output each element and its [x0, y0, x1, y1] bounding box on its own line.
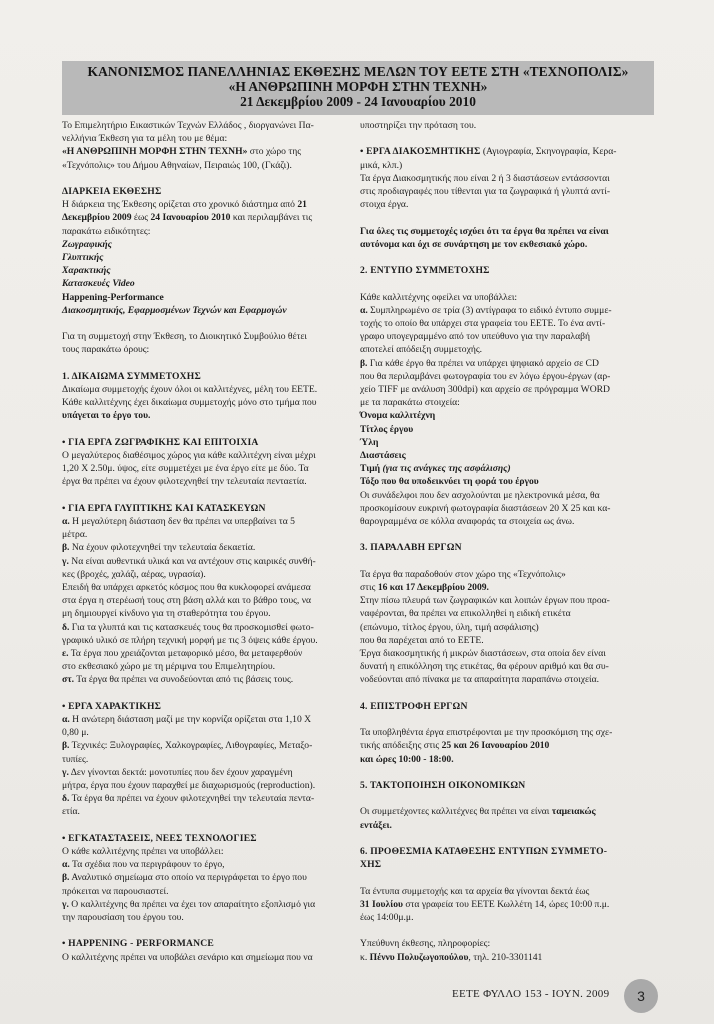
contact-line [360, 951, 652, 964]
section-6-text: στα γραφεία του ΕΕΤΕ Κωλλέτη 14, ώρες 10:00 π.μ. [402, 898, 610, 910]
duration-line [62, 198, 349, 211]
deadline-date: 31 Ιουλίου [360, 898, 403, 910]
section-5-emph: ταμειακώς [551, 806, 596, 818]
section-6-line: Τα έντυπα συμμετοχής και τα αρχεία θα γίνονται δεκτά έως [360, 885, 590, 897]
section-6-title: 6. ΠΡΟΘΕΣΜΙΑ ΚΑΤΑΘΕΣΗΣ ΕΝΤΥΠΩΝ ΣΥΜΜΕΤΟ- [360, 846, 608, 857]
painting-title: • ΓΙΑ ΕΡΓΑ ΖΩΓΡΑΦΙΚΗΣ ΚΑΙ ΕΠΙΤΟΙΧΙΑ [62, 436, 259, 448]
general-note: Για όλες τις συμμετοχές ισχύει ότι τα έργα θα πρέπει να είναι [360, 225, 609, 237]
duration-line [62, 211, 349, 224]
left-column [62, 119, 349, 964]
field-item [360, 462, 652, 475]
item-text: Συμπληρωμένο σε τρία (3) αντίγραφα το ειδικό έντυπο συμμε- [367, 304, 612, 316]
sculpture-line: στο εκθεσιακό χώρο με τη μέριμνα του Επιμελητηρίου. [62, 661, 275, 673]
page-number: 3 [624, 979, 658, 1013]
section-2-line: που θα περιλαμβάνει φωτογραφία του εν λόγω έργου-έργων (αρ- [360, 370, 611, 382]
item-marker: δ. [62, 793, 70, 805]
terms-line: Για τη συμμετοχή στην Έκθεση, το Διοικητικό Συμβούλιο θέτει [62, 331, 307, 343]
field-item: Ύλη [360, 436, 379, 448]
item-marker: β. [62, 740, 70, 752]
duration-date: 24 Ιανουαρίου 2010 [150, 212, 231, 224]
contact-phone: , τηλ. 210-3301141 [468, 951, 543, 963]
field-item: Όνομα καλλιτέχνη [360, 410, 436, 422]
decorative-title [360, 145, 652, 158]
section-2-title: 2. ΕΝΤΥΠΟ ΣΥΜΜΕΤΟΧΗΣ [360, 265, 490, 277]
installations-line: την παρουσίαση του έργου του. [62, 912, 184, 924]
section-3-title: 3. ΠΑΡΑΛΑΒΗ ΕΡΓΩΝ [360, 542, 462, 554]
item-marker: α. [62, 516, 70, 528]
item-marker: γ. [62, 555, 69, 567]
header-dates: 21 Δεκεμβρίου 2009 - 24 Ιανουαρίου 2010 [240, 94, 476, 109]
installations-line [62, 858, 349, 871]
exhibition-theme: «Η ΑΝΘΡΩΠΙΝΗ ΜΟΡΦΗ ΣΤΗΝ ΤΕΧΝΗ» [62, 146, 248, 158]
specialty-item: Διακοσμητικής, Εφαρμοσμένων Τεχνών και Εφαρμογών [62, 304, 287, 316]
decorative-line: στις προδιαγραφές που τίθενται για τα ζωγραφικά ή γλυπτά αντί- [360, 186, 611, 197]
section-2-line: προσκομίσουν ευκρινή φωτογραφία διαστάσεων 20 Χ 25 και κα- [360, 502, 611, 514]
engraving-line: 0,80 μ. [62, 727, 89, 739]
item-text: Η μεγαλύτερη διάσταση δεν θα πρέπει να υπερβαίνει τα 5 [69, 516, 295, 528]
specialty-item: Ζωγραφικής [62, 238, 112, 250]
item-marker: β. [62, 542, 70, 554]
item-marker: ε. [62, 648, 69, 660]
duration-date: 21 [297, 199, 307, 211]
intro-line [62, 145, 349, 158]
item-marker: α. [62, 859, 70, 871]
section-1-title: 1. ΔΙΚΑΙΩΜΑ ΣΥΜΜΕΤΟΧΗΣ [62, 370, 201, 382]
delivery-dates: 16 και 17 Δεκεμβρίου 2009. [377, 582, 489, 594]
section-4-line [360, 739, 652, 752]
duration-date: Δεκεμβρίου 2009 [62, 212, 132, 224]
engraving-line: μήτρα, έργα που έχουν παραχθεί με διαχωρισμούς (reproduction). [62, 780, 316, 792]
sculpture-line: μέτρα. [62, 529, 88, 541]
installations-line [62, 898, 349, 911]
section-4-line: Τα υποβληθέντα έργα επιστρέφονται με την προσκόμιση της σχε- [360, 727, 613, 739]
engraving-line [62, 766, 349, 779]
item-marker: β. [360, 357, 368, 369]
intro-line: «Τεχνόπολις» του Δήμου Αθηναίων, Πειραιώς 100, (Γκάζι). [62, 159, 292, 171]
item-text: Τα έργα θα πρέπει να συνοδεύονται από τις βάσεις τους. [74, 674, 294, 686]
section-2-line: Οι συνάδελφοι που δεν ασχολούνται με ηλεκτρονικά μέσα, θα [360, 489, 600, 501]
item-marker: α. [62, 714, 70, 726]
header-subtitle: «Η ΑΝΘΡΩΠΙΝΗ ΜΟΡΦΗ ΣΤΗΝ ΤΕΧΝΗ» [228, 79, 488, 94]
section-4-line: και ώρες 10:00 - 18:00. [360, 753, 454, 765]
contact-line: Υπεύθυνη έκθεσης, πληροφορίες: [360, 938, 491, 950]
terms-line: τους παρακάτω όρους: [62, 344, 150, 356]
field-item: Τόξο που θα υποδεικνύει τη φορά του έργου [360, 476, 539, 488]
installations-line: Ο κάθε καλλιτέχνης πρέπει να υποβάλλει: [62, 846, 224, 858]
specialty-item: Happening-Performance [62, 291, 164, 303]
right-column [360, 119, 652, 964]
section-2-line: γραφο υπογεγραμμένο από τον υπεύθυνο για την παραλαβή [360, 331, 591, 343]
section-2-line [360, 357, 652, 370]
painting-line: έργα θα πρέπει να έχουν φιλοτεχνηθεί την τελευταία πενταετία. [62, 476, 307, 488]
item-text: Τα έργα θα πρέπει να έχουν φιλοτεχνηθεί την τελευταία πεντα- [69, 793, 315, 805]
installations-line: πρόκειται να παρουσιαστεί. [62, 885, 169, 897]
section-2-line: αποτελεί απόδειξη συμμετοχής. [360, 344, 483, 356]
item-text: Η ανώτερη διάσταση μαζί με την κορνίζα ορίζεται στα 1,10 Χ [69, 714, 312, 726]
item-text: Για κάθε έργο θα πρέπει να υπάρχει ψηφιακό αρχείο σε CD [367, 357, 599, 369]
article-header [62, 61, 654, 115]
section-5-title: 5. ΤΑΚΤΟΠΟΙΗΣΗ ΟΙΚΟΝΟΜΙΚΩΝ [360, 780, 526, 792]
sculpture-line: μη δημιουργεί κίνδυνο για τη σταθερότητα του έργου. [62, 608, 271, 620]
intro-line: νελλήνια Έκθεση για τα μέλη του με θέμα: [62, 133, 228, 145]
decorative-line: Τα έργα Διακοσμητικής που είναι 2 ή 3 διαστάσεων εντάσσονται [360, 172, 610, 184]
sculpture-line [62, 621, 349, 634]
section-2-line: Κάθε καλλιτέχνης οφείλει να υποβάλλει: [360, 291, 518, 303]
section-3-text: στις [360, 582, 378, 594]
item-marker: γ. [62, 766, 69, 778]
item-text: Τεχνικές: Ξυλογραφίες, Χαλκογραφίες, Λιθογραφίες, Μεταξο- [69, 740, 313, 752]
section-6-title: ΧΗΣ [360, 859, 382, 871]
sculpture-line: Επειδή θα υπάρχει αρκετός κόσμος που θα κυκλοφορεί ανάμεσα [62, 582, 311, 594]
duration-text: Η διάρκεια της Έκθεσης ορίζεται στο χρονικό διάστημα από [62, 199, 298, 211]
painting-line: Ο μεγαλύτερος διαθέσιμος χώρος για κάθε καλλιτέχνη είναι μέχρι [62, 450, 316, 462]
field-label: Τιμή [360, 463, 381, 475]
sculpture-title: • ΓΙΑ ΕΡΓΑ ΓΛΥΠΤΙΚΗΣ ΚΑΙ ΚΑΤΑΣΚΕΥΩΝ [62, 502, 266, 514]
section-3-line: (επώνυμο, τίτλος έργου, ύλη, τιμή ασφάλισης) [360, 621, 539, 633]
item-marker: δ. [62, 621, 70, 633]
section-duration-title: ΔΙΑΡΚΕΙΑ ΕΚΘΕΣΗΣ [62, 186, 162, 197]
sculpture-line: γραφικό υλικό σε πλήρη τεχνική μορφή με τις 3 όψεις κάθε έργου. [62, 634, 318, 646]
intro-text: στο χώρο της [247, 146, 302, 158]
sculpture-line [62, 673, 349, 686]
section-3-line: Τα έργα θα παραδοθούν στον χώρο της «Τεχνόπολις» [360, 568, 566, 580]
field-item: Διαστάσεις [360, 450, 406, 462]
section-4-text: τικής απόδειξης στις [360, 740, 442, 752]
happening-line: Ο καλλιτέχνης πρέπει να υποβάλει σενάριο και σημείωμα που να [62, 951, 313, 963]
section-5-line: εντάξει. [360, 819, 392, 831]
happening-title: • HAPPENING - PERFORMANCE [62, 938, 214, 950]
sculpture-line [62, 647, 349, 660]
item-marker: γ. [62, 898, 69, 910]
specialty-item: Χαρακτικής [62, 265, 111, 277]
intro-line: Το Επιμελητήριο Εικαστικών Τεχνών Ελλάδος , διοργανώνει Πα- [62, 120, 314, 131]
general-note: αυτόνομα και όχι σε συνάρτηση με τον εκθεσιακό χώρο. [360, 238, 588, 250]
section-5-line [360, 805, 652, 818]
duration-text: και περιλαμβάνει τις [230, 212, 313, 224]
engraving-line [62, 792, 349, 805]
sculpture-line [62, 555, 349, 568]
section-2-line: με τα παρακάτω στοιχεία: [360, 397, 460, 409]
item-text: Να έχουν φιλοτεχνηθεί την τελευταία δεκαετία. [69, 542, 256, 554]
section-4-title: 4. ΕΠΙΣΤΡΟΦΗ ΕΡΓΩΝ [360, 700, 468, 712]
section-6-line: έως 14:00μ.μ. [360, 912, 414, 923]
sculpture-line: κες (βροχές, χαλάζι, αέρας, υγρασία). [62, 568, 206, 580]
section-1-line: Κάθε καλλιτέχνης έχει δικαίωμα συμμετοχής μόνο στο τμήμα που [62, 397, 317, 409]
engraving-line [62, 739, 349, 752]
section-1-line: υπάγεται το έργο του. [62, 410, 151, 422]
field-item: Τίτλος έργου [360, 423, 414, 435]
section-2-line: τοχής το οποίο θα υπάρχει στα γραφεία του ΕΕΤΕ. Το ένα αντί- [360, 317, 606, 329]
section-5-text: Οι συμμετέχοντες καλλιτέχνες θα πρέπει να είναι [360, 806, 552, 818]
section-3-line: δυνατή η επικόλληση της ετικέτας, θα φέρουν αριθμό και θα συ- [360, 661, 609, 673]
item-text: Ο καλλιτέχνης θα πρέπει να έχει τον απαραίτητο εξοπλισμό για [68, 898, 316, 910]
engraving-title: • ΕΡΓΑ ΧΑΡΑΚΤΙΚΗΣ [62, 700, 162, 712]
item-text: Τα σχέδια που να περιγράφουν το έργο, [69, 859, 225, 871]
installations-line [62, 871, 349, 884]
decorative-line: στοιχα έργα. [360, 199, 409, 211]
item-marker: στ. [62, 674, 75, 686]
field-note: (για τις ανάγκες της ασφάλισης) [380, 463, 511, 475]
item-text: Δεν γίνονται δεκτά: μονοτυπίες που δεν έχουν χαραγμένη [68, 766, 293, 778]
specialty-item: Κατασκευές Video [62, 278, 135, 290]
item-marker: α. [360, 304, 368, 316]
sculpture-line [62, 515, 349, 528]
section-2-line: θαρογραμμένα σε κόλλα αναφοράς τα στοιχεία ως άνω. [360, 516, 575, 528]
duration-line: παρακάτω ειδικότητες: [62, 225, 151, 237]
section-1-line: Δικαίωμα συμμετοχής έχουν όλοι οι καλλιτέχνες, μέλη του ΕΕΤΕ. [62, 384, 318, 396]
item-text: Τα έργα που χρειάζονται μεταφορικό μέσο, θα μεταφερθούν [68, 648, 303, 660]
duration-text: έως [131, 212, 151, 224]
item-marker: β. [62, 872, 70, 884]
sculpture-line [62, 541, 349, 554]
decorative-heading-rest: (Αγιογραφία, Σκηνογραφία, Κερα- [480, 146, 617, 158]
header-title: ΚΑΝΟΝΙΣΜΟΣ ΠΑΝΕΛΛΗΝΙΑΣ ΕΚΘΕΣΗΣ ΜΕΛΩΝ ΤΟΥ ΕΕΤΕ ΣΤΗ «ΤΕΧΝΟΠΟΛΙΣ» [87, 64, 629, 79]
section-3-line: νοδεύονται από πίνακα με τα απαραίτητα παραπάνω στοιχεία. [360, 674, 600, 686]
contact-text: κ. [360, 951, 370, 963]
section-3-line: ναφέρονται, θα πρέπει να επικολληθεί η ειδική ετικέτα [360, 608, 571, 620]
decorative-line: μικά, κλπ.) [360, 159, 403, 171]
contact-name: Πέννυ Πολυζωγοπούλου [369, 951, 469, 963]
engraving-line: τυπίες. [62, 753, 89, 765]
section-3-line [360, 581, 652, 594]
section-2-line [360, 304, 652, 317]
section-3-line: που θα παρέχεται από το ΕΕΤΕ. [360, 634, 484, 646]
section-6-line [360, 898, 652, 911]
section-2-line: χείο TIFF με ανάλυση 300dpi) και αρχείο σε πρόγραμμα WORD [360, 384, 610, 395]
painting-line: 1,20 Χ 2.50μ. ύψος, είτε συμμετέχει με ένα έργο είτε με δύο. Τα [62, 463, 309, 475]
item-text: Να είναι αυθεντικά υλικά και να αντέχουν στις καιρικές συνθή- [68, 555, 316, 567]
item-text: Για τα γλυπτά και τις κατασκευές τους θα προσκομισθεί φωτο- [69, 621, 314, 633]
section-3-line: Έργα διακοσμητικής ή μικρών διαστάσεων, στα οποία δεν είναι [360, 648, 606, 660]
section-3-line: Στην πίσω πλευρά των ζωγραφικών και λοιπών έργων που προα- [360, 595, 610, 607]
footer-issue: ΕΕΤΕ ΦΥΛΛΟ 153 - ΙΟΥΝ. 2009 [452, 988, 610, 1000]
specialty-item: Γλυπτικής [62, 252, 104, 264]
return-dates: 25 και 26 Ιανουαρίου 2010 [441, 740, 550, 752]
sculpture-line: στα έργα η στερέωσή τους στη βάση αλλά και το βάθρο τους, να [62, 595, 312, 607]
installations-title: • ΕΓΚΑΤΑΣΤΑΣΕΙΣ, ΝΕΕΣ ΤΕΧΝΟΛΟΓΙΕΣ [62, 832, 257, 844]
decorative-heading: • ΕΡΓΑ ΔΙΑΚΟΣΜΗΤΙΚΗΣ [360, 146, 481, 158]
happening-line: υποστηρίζει την πρόταση του. [360, 120, 477, 131]
engraving-line [62, 713, 349, 726]
engraving-line: ετία. [62, 806, 80, 818]
item-text: Αναλυτικό σημείωμα στο οποίο να περιγράφεται το έργο που [69, 872, 307, 884]
